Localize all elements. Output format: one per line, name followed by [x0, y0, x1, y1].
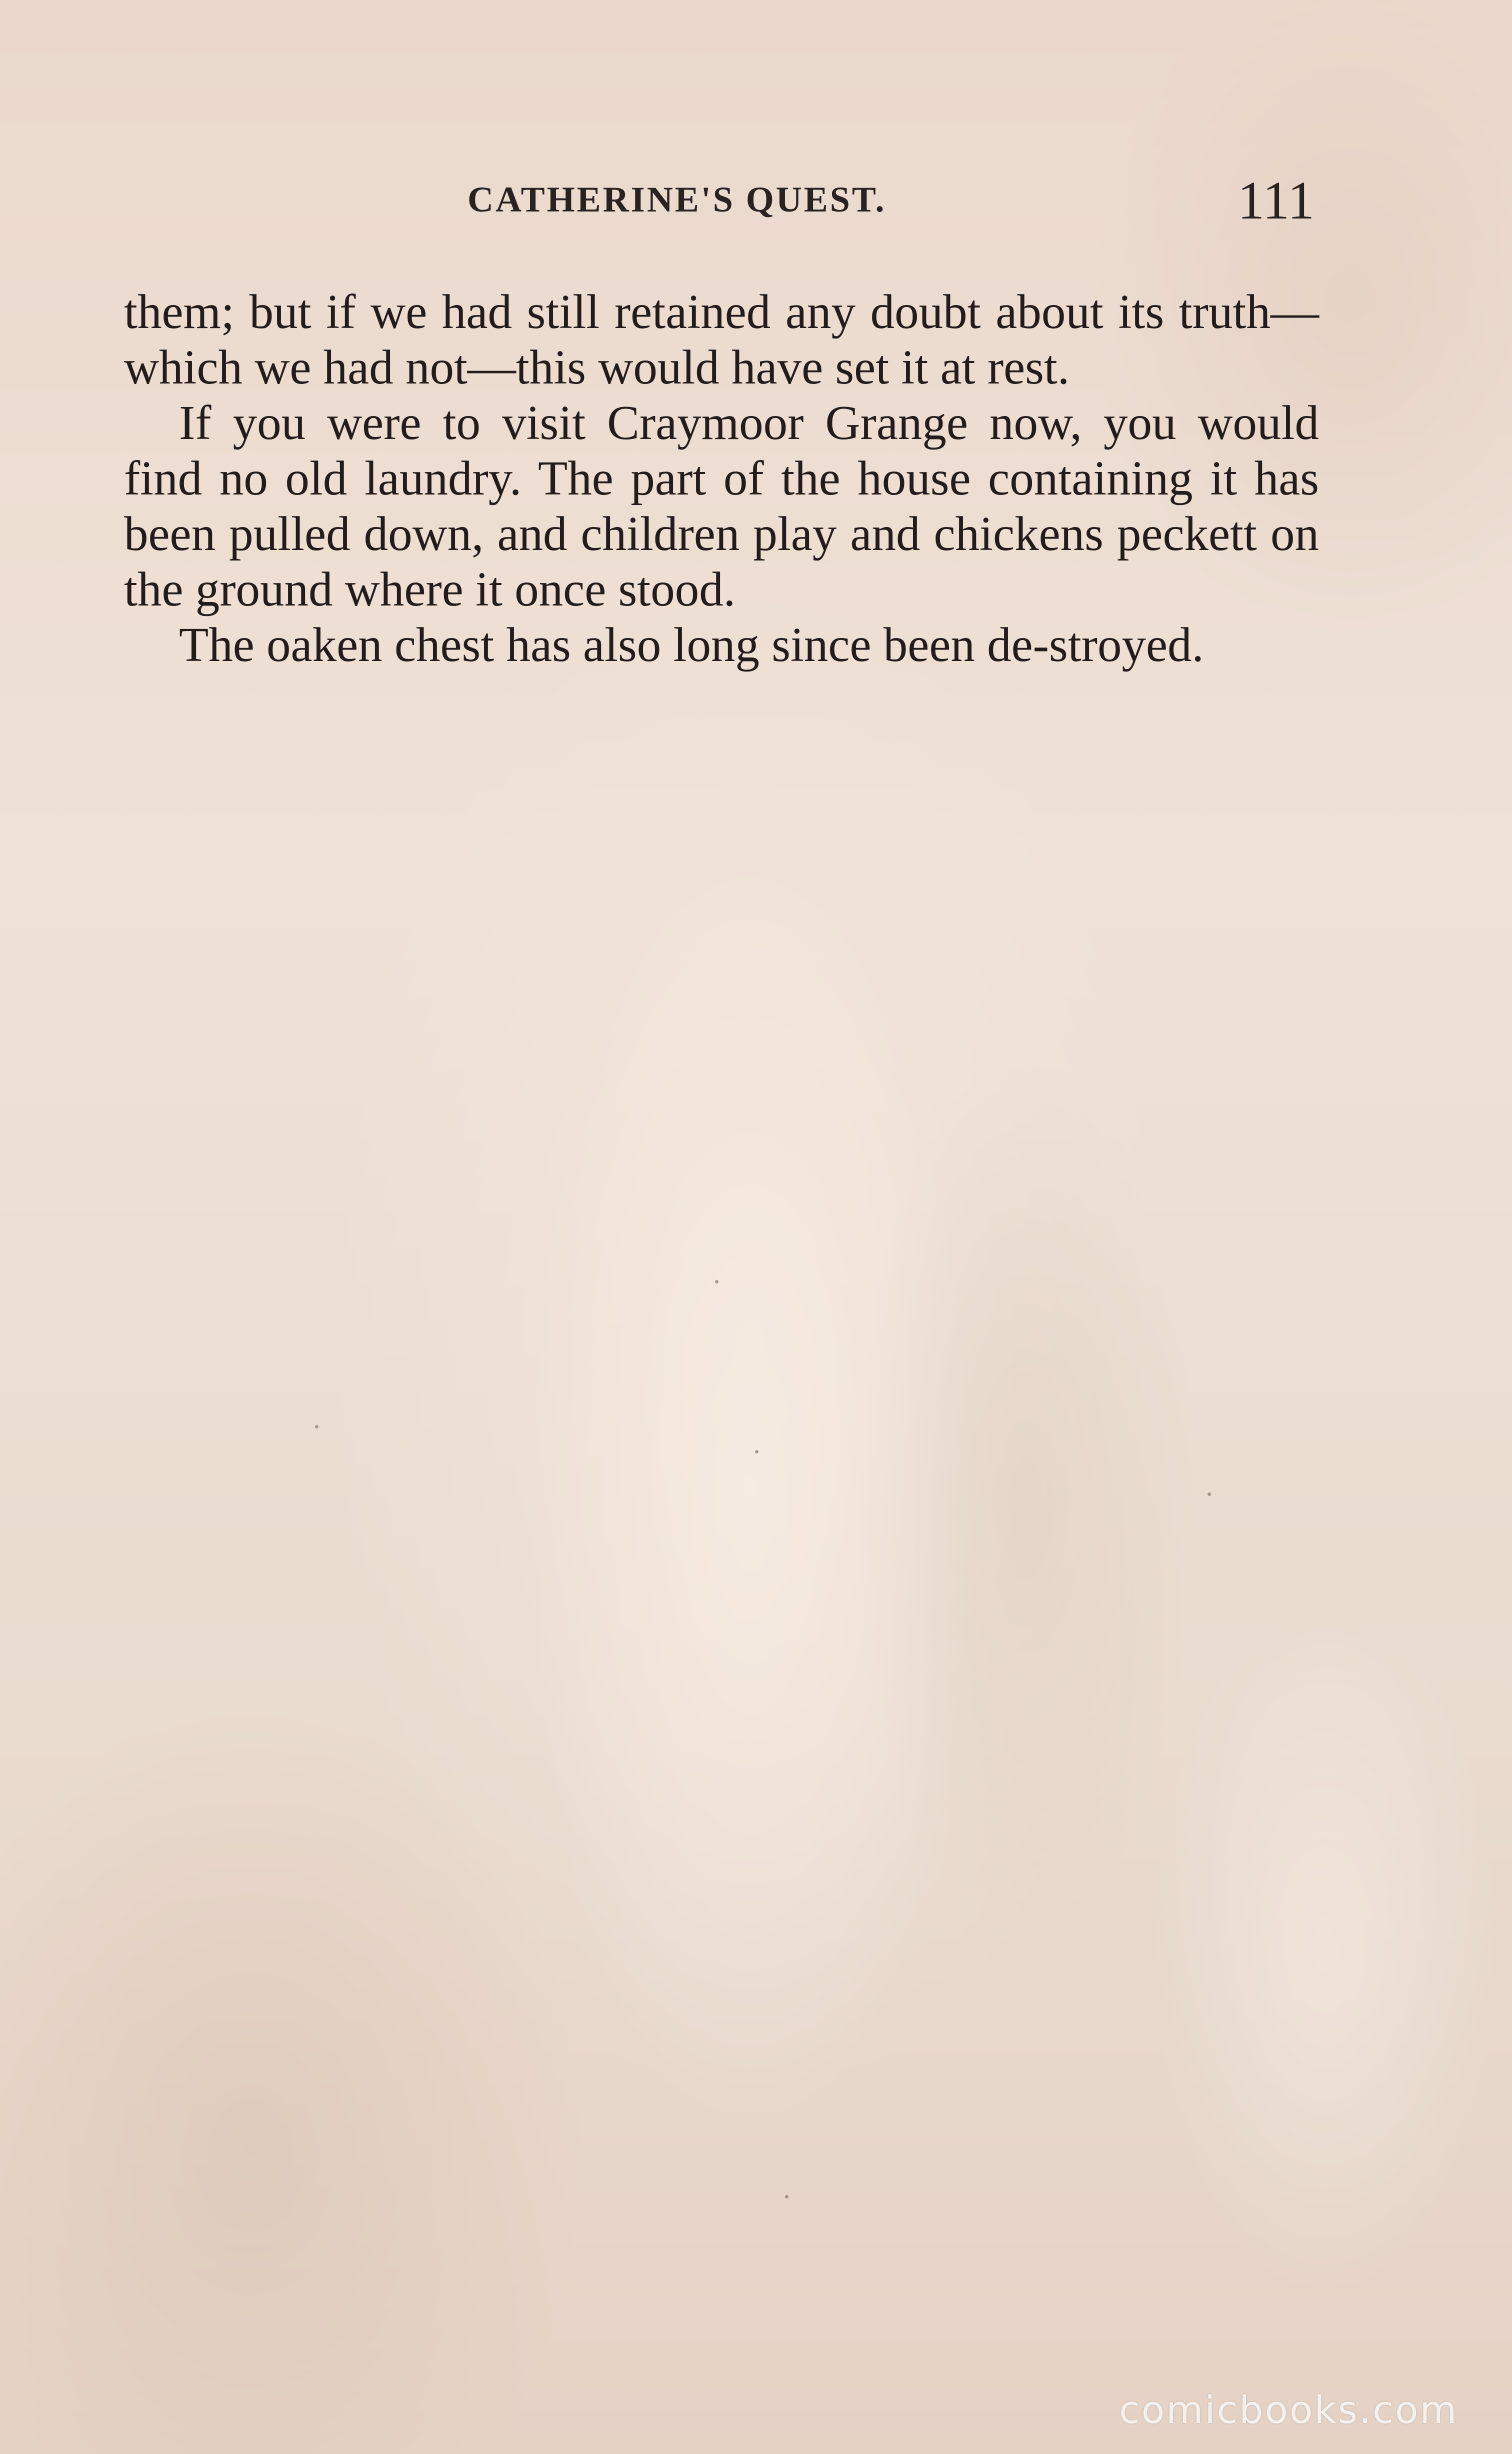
body-text	[124, 284, 1319, 672]
page-number: 111	[1238, 171, 1314, 230]
paragraph: them; but if we had still retained any doubt about its truth—which we had not—this would have set it at rest.	[124, 285, 1319, 394]
paragraph: The oaken chest has also long since been de-stroyed.	[179, 618, 1204, 672]
paper-stain	[525, 850, 975, 2150]
paper-speck	[715, 1280, 718, 1284]
paper-stain	[1150, 1600, 1500, 2300]
running-head	[0, 170, 1512, 250]
paragraph: If you were to visit Craymoor Grange now, you would find no old laundry. The part of the house containing it has been pulled down, and children play and chickens peckett on the ground where it once stood.	[124, 396, 1319, 616]
site-watermark: comicbooks.com	[1119, 2388, 1458, 2432]
paper-speck	[315, 1425, 318, 1428]
paper-speck	[785, 2195, 788, 2198]
running-head-title: CATHERINE'S QUEST.	[468, 180, 886, 220]
paper-stain	[850, 1050, 1200, 1950]
paper-speck	[755, 1450, 758, 1454]
paper-speck	[1208, 1492, 1211, 1496]
